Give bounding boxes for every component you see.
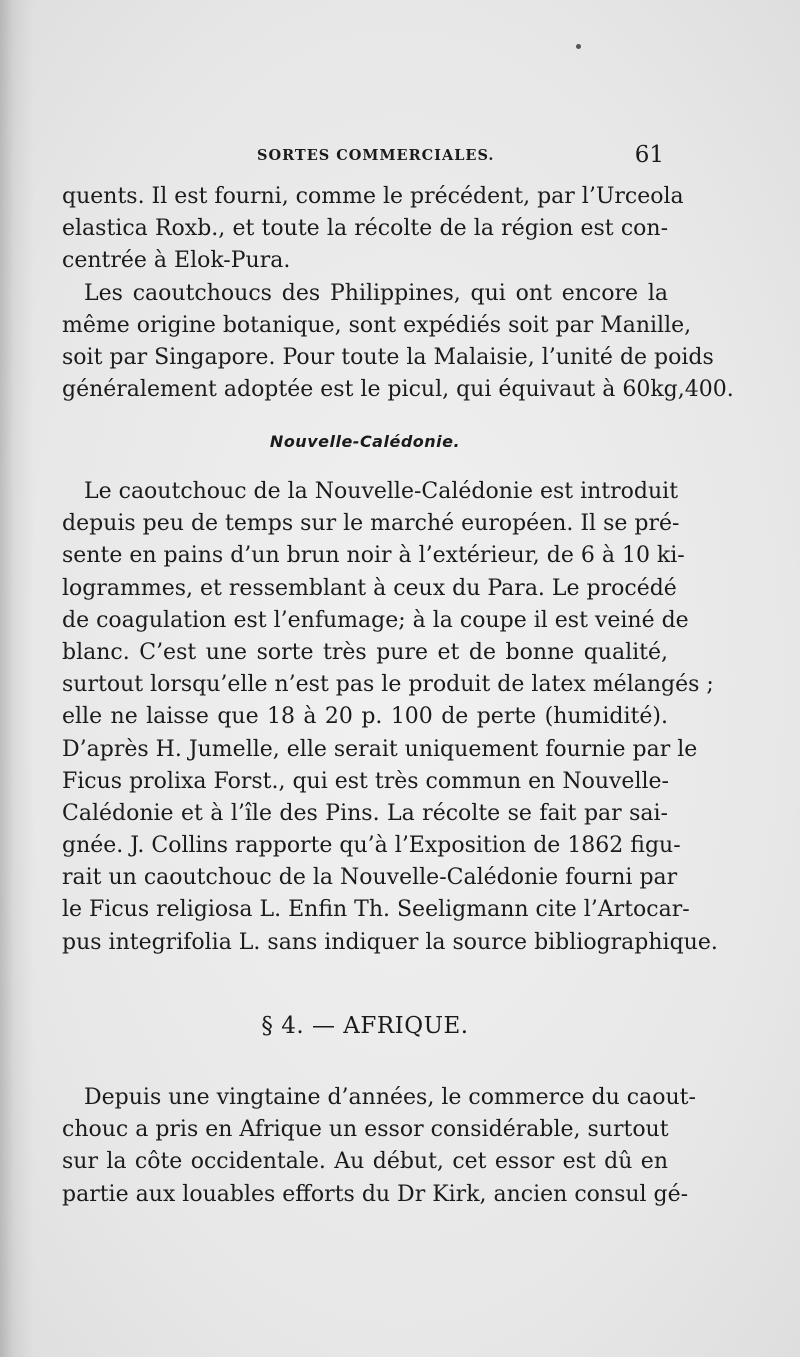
section-heading-afrique: § 4. — AFRIQUE. <box>261 1013 469 1039</box>
text-line: même origine botanique, sont expédiés soit par Manille, <box>62 312 692 338</box>
text-line: Ficus prolixa Forst., qui est très commun en Nouvelle- <box>62 768 669 794</box>
subheading-nouvelle-caledonie: Nouvelle-Calédonie. <box>269 432 461 451</box>
text-line: rait un caoutchouc de la Nouvelle-Calédonie fourni par <box>62 865 678 891</box>
text-line: généralement adoptée est le picul, qui équivaut à 60kg,400. <box>62 377 734 403</box>
text-line: logrammes, et ressemblant à ceux du Para. Le procédé <box>62 575 677 601</box>
page-number: 61 <box>634 142 664 168</box>
ink-speck <box>576 44 581 49</box>
text-line: Calédonie et à l’île des Pins. La récolte se fait par sai- <box>62 800 668 826</box>
text-line: Depuis une vingtaine d’années, le commerce du caout- <box>84 1085 696 1110</box>
text-line: quents. Il est fourni, comme le précédent, par l’Urceola <box>62 184 684 209</box>
text-line: de coagulation est l’enfumage; à la coupe il est veiné de <box>62 607 689 633</box>
text-line: soit par Singapore. Pour toute la Malaisie, l’unité de poids <box>62 344 714 370</box>
text-line: elastica Roxb., et toute la récolte de la région est con- <box>62 216 668 242</box>
text-line: D’après H. Jumelle, elle serait uniquement fournie par le <box>62 736 698 762</box>
text-line: centrée à Elok-Pura. <box>62 248 291 274</box>
text-line: Le caoutchouc de la Nouvelle-Calédonie est introduit <box>84 479 679 504</box>
running-title: SORTES COMMERCIALES. <box>257 147 495 164</box>
paragraph-afrique <box>62 1082 696 1211</box>
text-line: Les caoutchoucs des Philippines, qui ont encore la <box>84 280 668 306</box>
paragraph-nouvelle-caledonie <box>62 476 718 959</box>
text-line: surtout lorsqu’elle n’est pas le produit de latex mélangés ; <box>62 672 714 698</box>
text-line: chouc a pris en Afrique un essor considérable, surtout <box>62 1117 669 1143</box>
text-line: elle ne laisse que 18 à 20 p. 100 de perte (humidité). <box>62 704 668 730</box>
text-line: partie aux louables efforts du Dr Kirk, ancien consul gé- <box>62 1181 689 1207</box>
text-line: sur la côte occidentale. Au début, cet essor est dû en <box>62 1149 668 1175</box>
text-line: sente en pains d’un brun noir à l’extérieur, de 6 à 10 ki- <box>62 543 685 569</box>
text-line: le Ficus religiosa L. Enfin Th. Seeligmann cite l’Artocar- <box>62 897 690 923</box>
text-line: depuis peu de temps sur le marché européen. Il se pré- <box>62 511 680 537</box>
running-head <box>62 142 666 171</box>
text-line: blanc. C’est une sorte très pure et de bonne qualité, <box>62 639 668 665</box>
paragraph-continuation <box>62 181 734 406</box>
text-line: gnée. J. Collins rapporte qu’à l’Exposition de 1862 figu- <box>62 833 681 859</box>
text-line: pus integrifolia L. sans indiquer la source bibliographique. <box>62 929 718 955</box>
